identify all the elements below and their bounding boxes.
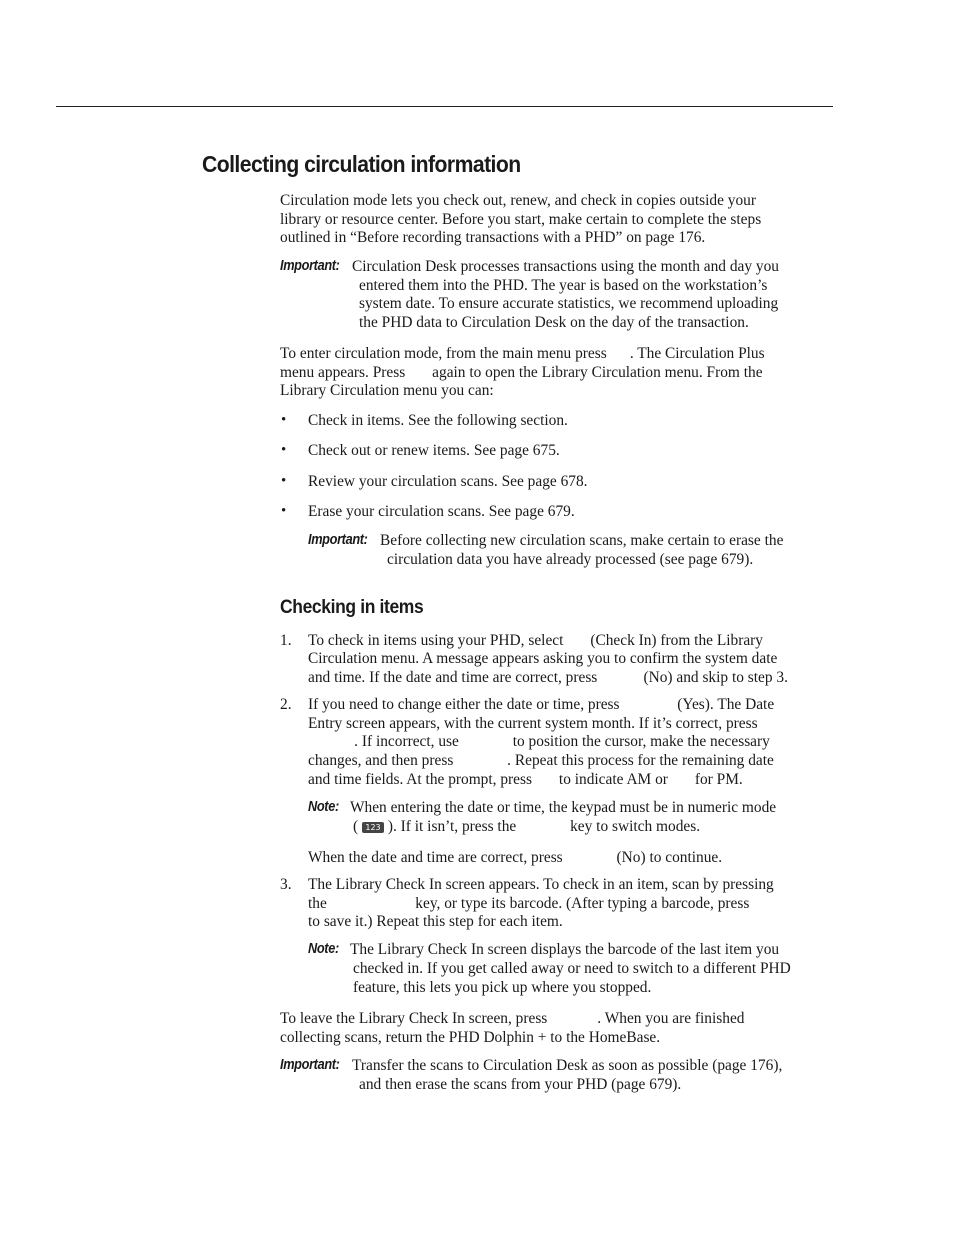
important-line: Transfer the scans to Circulation Desk as soon as possible (page 176),	[352, 1057, 783, 1074]
section-title: Collecting circulation information	[202, 151, 521, 177]
step-line: Circulation menu. A message appears asking you to confirm the system date	[308, 650, 778, 667]
step-line: changes, and then press . Repeat this process for the remaining date	[308, 752, 774, 769]
step-line: If you need to change either the date or time, press (Yes). The Date	[308, 696, 775, 713]
step-number: 1.	[280, 632, 292, 649]
date-correct-line: When the date and time are correct, press (No) to continue.	[308, 849, 723, 866]
enter-mode-line: To enter circulation mode, from the main menu press . The Circulation Plus	[280, 345, 765, 362]
bullet-item: Review your circulation scans. See page 678.	[308, 473, 588, 490]
bullet-icon: •	[281, 442, 287, 458]
leave-line: collecting scans, return the PHD Dolphin + to the HomeBase.	[280, 1029, 661, 1046]
note-label: Note:	[308, 799, 339, 815]
important-line: Before collecting new circulation scans, make certain to erase the	[380, 532, 784, 549]
bullet-icon: •	[281, 412, 287, 428]
bullet-item: Erase your circulation scans. See page 679.	[308, 503, 575, 520]
step-line: . If incorrect, use to position the cursor, make the necessary	[308, 733, 770, 750]
important-line: and then erase the scans from your PHD (page 679).	[359, 1076, 682, 1093]
bullet-icon: •	[281, 473, 287, 489]
step-line: Entry screen appears, with the current system month. If it’s correct, press	[308, 715, 758, 732]
important-line: system date. To ensure accurate statistics, we recommend uploading	[359, 295, 779, 312]
enter-mode-line: Library Circulation menu you can:	[280, 382, 494, 399]
step-line: To check in items using your PHD, select (Check In) from the Library	[308, 632, 763, 649]
header-rule	[56, 106, 833, 107]
step-line: and time. If the date and time are correct, press (No) and skip to step 3.	[308, 669, 788, 686]
note-line: checked in. If you get called away or need to switch to a different PHD	[353, 960, 791, 977]
important-line: the PHD data to Circulation Desk on the day of the transaction.	[359, 314, 749, 331]
step-line: The Library Check In screen appears. To check in an item, scan by pressing	[308, 876, 774, 893]
bullet-icon: •	[281, 503, 287, 519]
note-line: feature, this lets you pick up where you stopped.	[353, 979, 652, 996]
bullet-item: Check out or renew items. See page 675.	[308, 442, 560, 459]
important-label: Important:	[280, 258, 340, 274]
step-number: 2.	[280, 696, 292, 713]
intro-line: library or resource center. Before you start, make certain to complete the steps	[280, 211, 762, 228]
important-label: Important:	[280, 1057, 340, 1073]
intro-line: Circulation mode lets you check out, renew, and check in copies outside your	[280, 192, 756, 209]
note-line: ( 123 ). If it isn’t, press the key to switch modes.	[353, 818, 701, 835]
step-line: the key, or type its barcode. (After typing a barcode, press	[308, 895, 750, 912]
step-number: 3.	[280, 876, 292, 893]
important-line: entered them into the PHD. The year is based on the workstation’s	[359, 277, 768, 294]
leave-line: To leave the Library Check In screen, press . When you are finished	[280, 1010, 745, 1027]
note-line: When entering the date or time, the keypad must be in numeric mode	[350, 799, 777, 816]
step-line: to save it.) Repeat this step for each item.	[308, 913, 563, 930]
important-label: Important:	[308, 532, 368, 548]
intro-line: outlined in “Before recording transactions with a PHD” on page 176.	[280, 229, 706, 246]
note-label: Note:	[308, 941, 339, 957]
important-line: Circulation Desk processes transactions using the month and day you	[352, 258, 780, 275]
subsection-title: Checking in items	[280, 597, 424, 618]
numeric-mode-key-icon: 123	[362, 822, 384, 833]
bullet-item: Check in items. See the following section.	[308, 412, 568, 429]
step-line: and time fields. At the prompt, press to indicate AM or for PM.	[308, 771, 743, 788]
important-line: circulation data you have already processed (see page 679).	[387, 551, 754, 568]
enter-mode-line: menu appears. Press again to open the Library Circulation menu. From the	[280, 364, 763, 381]
note-line: The Library Check In screen displays the barcode of the last item you	[350, 941, 780, 958]
